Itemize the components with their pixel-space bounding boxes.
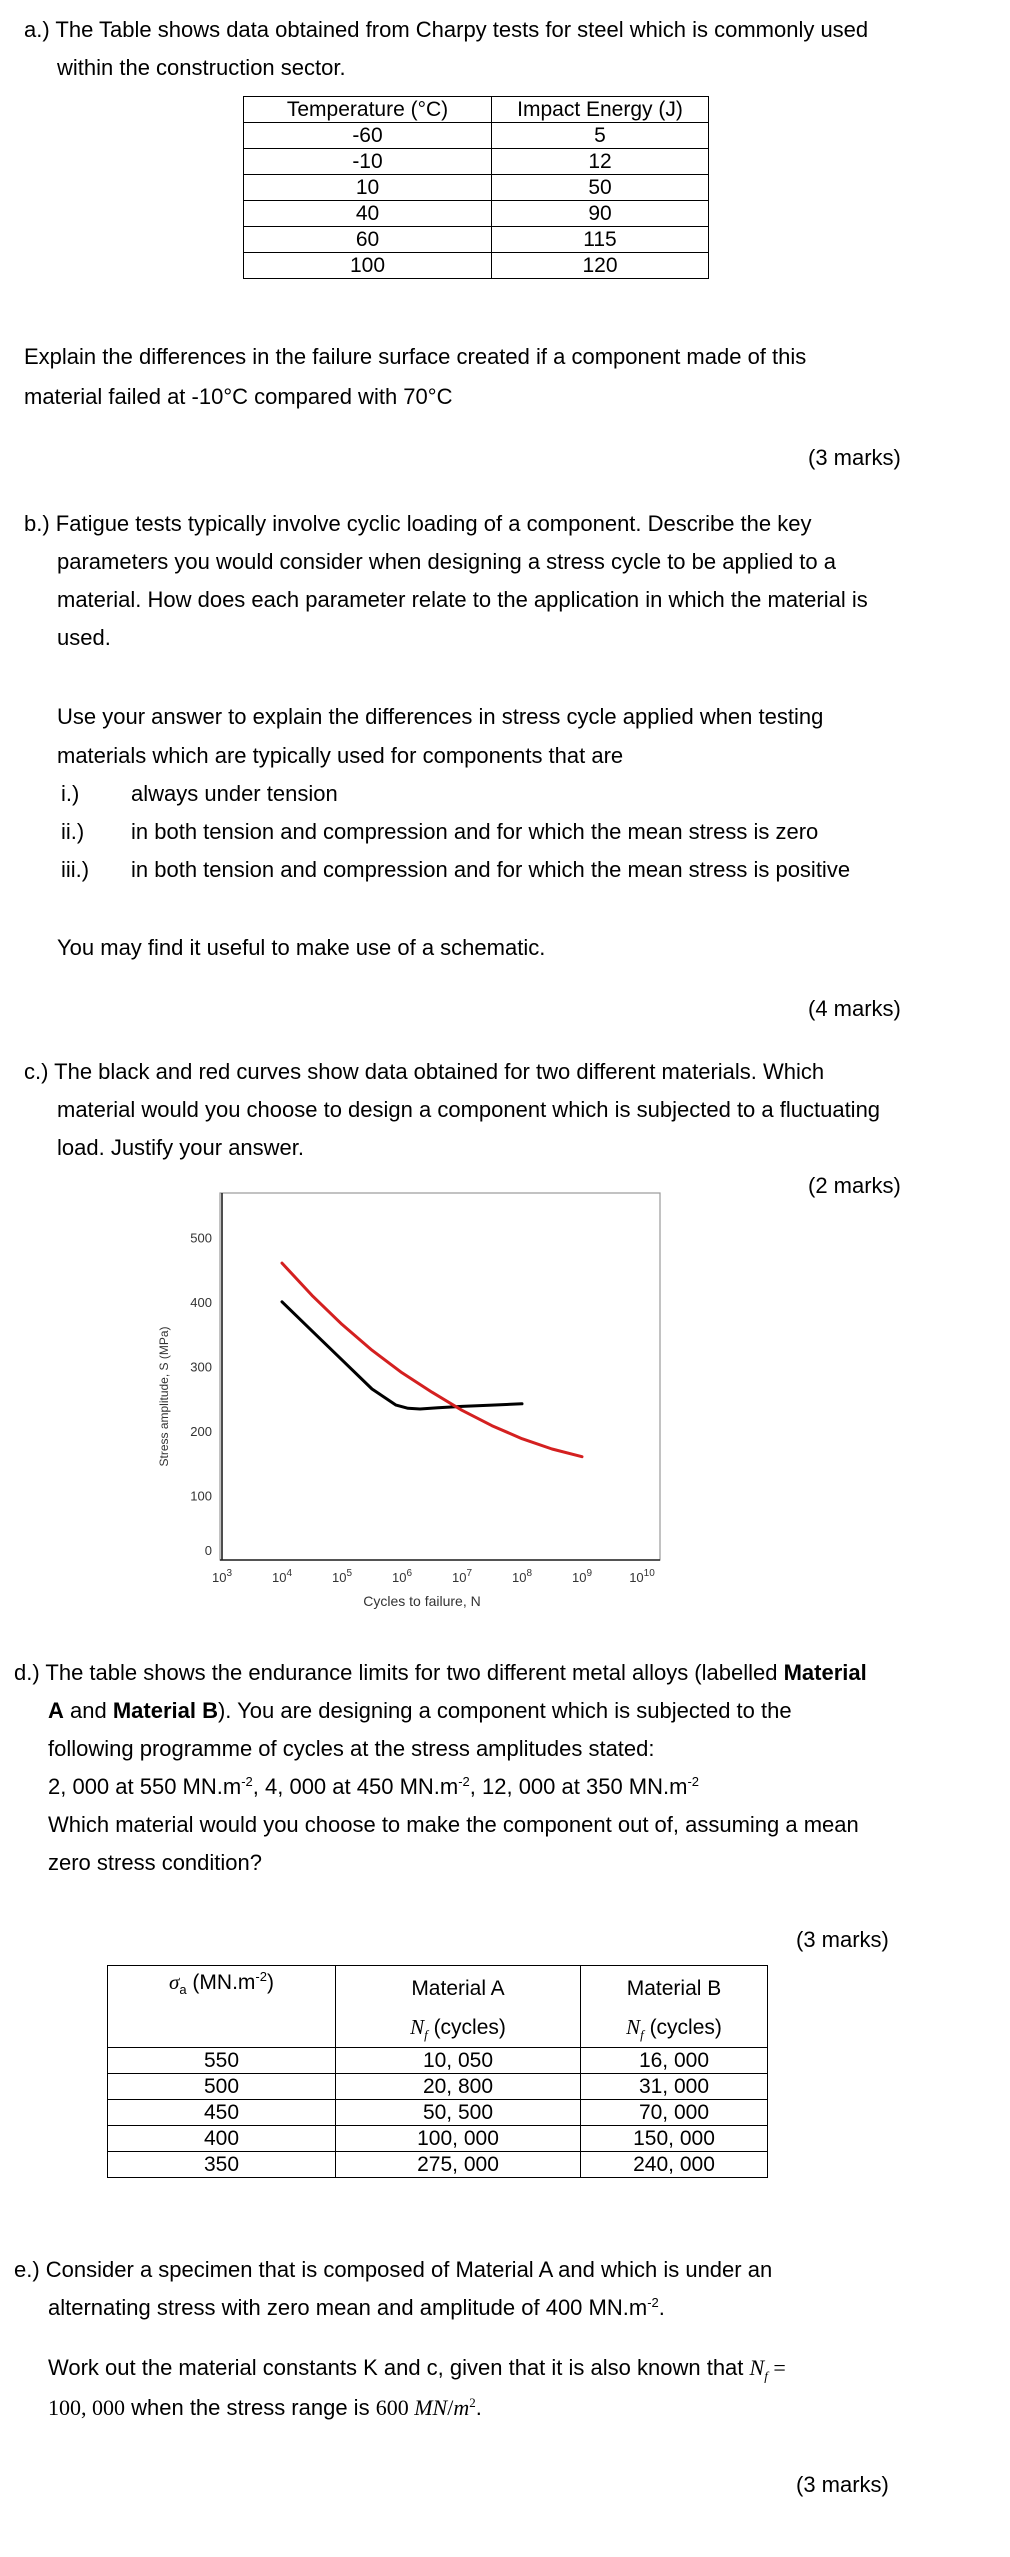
x-tick-label: $10^8$ [511, 1568, 533, 1585]
list-item: in both tension and compression and for which the mean stress is zero [131, 819, 819, 844]
table-cell: 60 [244, 227, 492, 253]
unit-text: (cycles) [643, 2016, 722, 2039]
y-tick-label: 100 [190, 1488, 212, 1504]
part-d-line-6: zero stress condition? [48, 1850, 262, 1875]
unit-text: (MN.m [186, 1971, 256, 1994]
part-e-text: . [475, 2395, 482, 2420]
nf-symbol: N [626, 2015, 641, 2039]
material-a-header [336, 1966, 581, 2048]
table-cell: 40 [244, 201, 492, 227]
y-tick-label: 500 [190, 1230, 212, 1246]
table-row [108, 2048, 768, 2074]
table-cell: -60 [244, 123, 492, 149]
table-cell: 100 [244, 253, 492, 279]
table-row [244, 123, 709, 149]
equals-sign: = [767, 2355, 786, 2380]
y-tick-label: 400 [190, 1294, 212, 1310]
material-b-label: Material B [626, 1977, 722, 2000]
list-item-num: i.) [61, 781, 80, 806]
table-cell: -10 [244, 149, 492, 175]
part-d-bold-text: Material B [112, 1698, 218, 1723]
table-row [244, 149, 709, 175]
part-d-bold-text: A [48, 1698, 64, 1723]
unit-text: m [453, 2395, 470, 2420]
part-e-line-3 [48, 2353, 786, 2383]
part-e-text: Work out the material constants K and c, given that it is also known that [48, 2355, 750, 2380]
part-d-text: 2, 000 at 550 MN.m [48, 1774, 242, 1799]
part-d-bold-text: Material [783, 1660, 867, 1685]
x-tick-label: $10^9$ [571, 1568, 593, 1585]
sigma-symbol: σ [169, 1970, 180, 1994]
part-d-line-3: following programme of cycles at the stress amplitudes stated: [48, 1736, 655, 1761]
exponent: -2 [255, 1969, 267, 1984]
table-cell: 10 [244, 175, 492, 201]
table-cell: 20, 800 [336, 2074, 581, 2100]
part-c-line-3: load. Justify your answer. [57, 1135, 305, 1160]
subscript: a [179, 1982, 187, 1998]
table-row [108, 2074, 768, 2100]
table-row [108, 2100, 768, 2126]
table-row [244, 253, 709, 279]
table-cell: 500 [108, 2074, 336, 2100]
part-c-line-1: c.) The black and red curves show data obtained for two different materials. Which [24, 1059, 825, 1084]
table-cell: 12 [492, 149, 709, 175]
unit-text: / [447, 2395, 454, 2420]
unit-text: (cycles) [427, 2016, 506, 2039]
table-cell: 450 [108, 2100, 336, 2126]
list-item-num: ii.) [61, 819, 85, 844]
exponent: -2 [241, 1774, 253, 1789]
table-cell: 120 [492, 253, 709, 279]
part-e-marks: (3 marks) [796, 2472, 889, 2497]
part-a-line-2: within the construction sector. [57, 55, 346, 80]
unit-text: MN [414, 2395, 448, 2420]
list-item: in both tension and compression and for which the mean stress is positive [131, 857, 851, 882]
table-cell: 16, 000 [581, 2048, 768, 2074]
part-d-text: d.) The table shows the endurance limits for two different metal alloys (labelled [14, 1660, 784, 1685]
x-axis-label: Cycles to failure, N [363, 1593, 481, 1609]
material-b-header [581, 1966, 768, 2048]
part-d-line-1 [14, 1658, 867, 1688]
table-cell: 150, 000 [581, 2126, 768, 2152]
exponent: -2 [687, 1774, 700, 1789]
nf-symbol: N [410, 2015, 425, 2039]
part-e-line-2 [48, 2293, 665, 2323]
x-tick-label: $10^4$ [271, 1568, 293, 1585]
table-cell: 70, 000 [581, 2100, 768, 2126]
material-a-label: Material A [411, 1977, 505, 2000]
part-b-use-1: Use your answer to explain the differences in stress cycle applied when testing [57, 704, 824, 729]
table-cell: 10, 050 [336, 2048, 581, 2074]
table-row [108, 2126, 768, 2152]
table-cell: 50, 500 [336, 2100, 581, 2126]
series-group [282, 1263, 582, 1457]
table-row [244, 175, 709, 201]
table-cell: 90 [492, 201, 709, 227]
list-item: always under tension [131, 781, 338, 806]
part-b-line-1: b.) Fatigue tests typically involve cyclic loading of a component. Describe the key [24, 511, 812, 536]
part-c-line-2: material would you choose to design a component which is subjected to a fluctuating [57, 1097, 881, 1122]
table-row [244, 201, 709, 227]
list-item-num: iii.) [61, 857, 90, 882]
endurance-table [107, 1965, 768, 2178]
sn-curve-chart [140, 1185, 680, 1625]
part-d-text: , 12, 000 at 350 MN.m [469, 1774, 688, 1799]
cycles-value: 100, 000 [48, 2395, 125, 2420]
part-b-line-3: material. How does each parameter relate to the application in which the material is [57, 587, 868, 612]
part-e-text: alternating stress with zero mean and amplitude of 400 MN.m [48, 2295, 648, 2320]
table-cell: 350 [108, 2152, 336, 2178]
table-cell: 50 [492, 175, 709, 201]
part-d-line-2 [48, 1696, 792, 1726]
table-cell: 400 [108, 2126, 336, 2152]
series-line-black [282, 1302, 522, 1409]
series-line-red [282, 1263, 582, 1457]
part-e-line-1: e.) Consider a specimen that is composed of Material A and which is under an [14, 2257, 773, 2282]
subscript: f [424, 2027, 428, 2043]
x-tick-label: $10^{10}$ [629, 1568, 655, 1585]
exponent: -2 [458, 1774, 470, 1789]
part-e-line-4 [48, 2393, 482, 2423]
stress-range-value: 600 [375, 2395, 415, 2420]
part-d-line-5: Which material would you choose to make the component out of, assuming a mean [48, 1812, 859, 1837]
table-cell: 100, 000 [336, 2126, 581, 2152]
part-e-text: . [658, 2295, 665, 2320]
part-a-line-1: a.) The Table shows data obtained from Charpy tests for steel which is commonly used [24, 17, 869, 42]
charpy-header-temp: Temperature (°C) [244, 97, 492, 123]
plot-frame [220, 1193, 660, 1560]
part-b-line-4: used. [57, 625, 111, 650]
charpy-table [243, 96, 709, 279]
table-cell: 275, 000 [336, 2152, 581, 2178]
subscript: f [640, 2027, 644, 2043]
part-a-explain-2: material failed at -10°C compared with 70°C [24, 384, 453, 409]
subscript: f [764, 2368, 768, 2384]
y-tick-labels [190, 1230, 212, 1558]
exponent: 2 [469, 2395, 476, 2410]
x-tick-label: $10^6$ [391, 1568, 413, 1585]
part-b-use-2: materials which are typically used for components that are [57, 743, 624, 768]
part-c-marks: (2 marks) [808, 1173, 901, 1198]
x-tick-label: $10^5$ [331, 1568, 353, 1585]
table-cell: 5 [492, 123, 709, 149]
exponent: -2 [647, 2295, 659, 2310]
table-cell: 115 [492, 227, 709, 253]
part-b-schematic: You may find it useful to make use of a schematic. [57, 935, 546, 960]
y-tick-label: 0 [204, 1543, 212, 1558]
part-d-line-4 [48, 1772, 699, 1802]
x-tick-label: $10^7$ [451, 1568, 473, 1585]
part-b-line-2: parameters you would consider when designing a stress cycle to be applied to a [57, 549, 837, 574]
part-e-text: when the stress range is [125, 2395, 376, 2420]
part-d-marks: (3 marks) [796, 1927, 889, 1952]
y-tick-label: 300 [190, 1359, 212, 1375]
table-row [244, 227, 709, 253]
unit-text: ) [266, 1971, 274, 1994]
sigma-header [108, 1966, 336, 2048]
part-d-text: and [63, 1698, 113, 1723]
nf-symbol: N [749, 2355, 765, 2380]
part-d-text: ). You are designing a component which is subjected to the [217, 1698, 792, 1723]
x-tick-labels [212, 1568, 655, 1585]
part-a-explain-1: Explain the differences in the failure surface created if a component made of this [24, 344, 807, 369]
y-tick-label: 200 [190, 1423, 212, 1439]
table-cell: 550 [108, 2048, 336, 2074]
part-b-marks: (4 marks) [808, 996, 901, 1021]
part-d-text: , 4, 000 at 450 MN.m [252, 1774, 459, 1799]
table-cell: 31, 000 [581, 2074, 768, 2100]
part-a-marks: (3 marks) [808, 445, 901, 470]
charpy-header-energy: Impact Energy (J) [492, 97, 709, 123]
y-axis-label: Stress amplitude, S (MPa) [157, 1326, 171, 1467]
table-row [108, 2152, 768, 2178]
table-cell: 240, 000 [581, 2152, 768, 2178]
x-tick-label: $10^3$ [211, 1568, 233, 1585]
